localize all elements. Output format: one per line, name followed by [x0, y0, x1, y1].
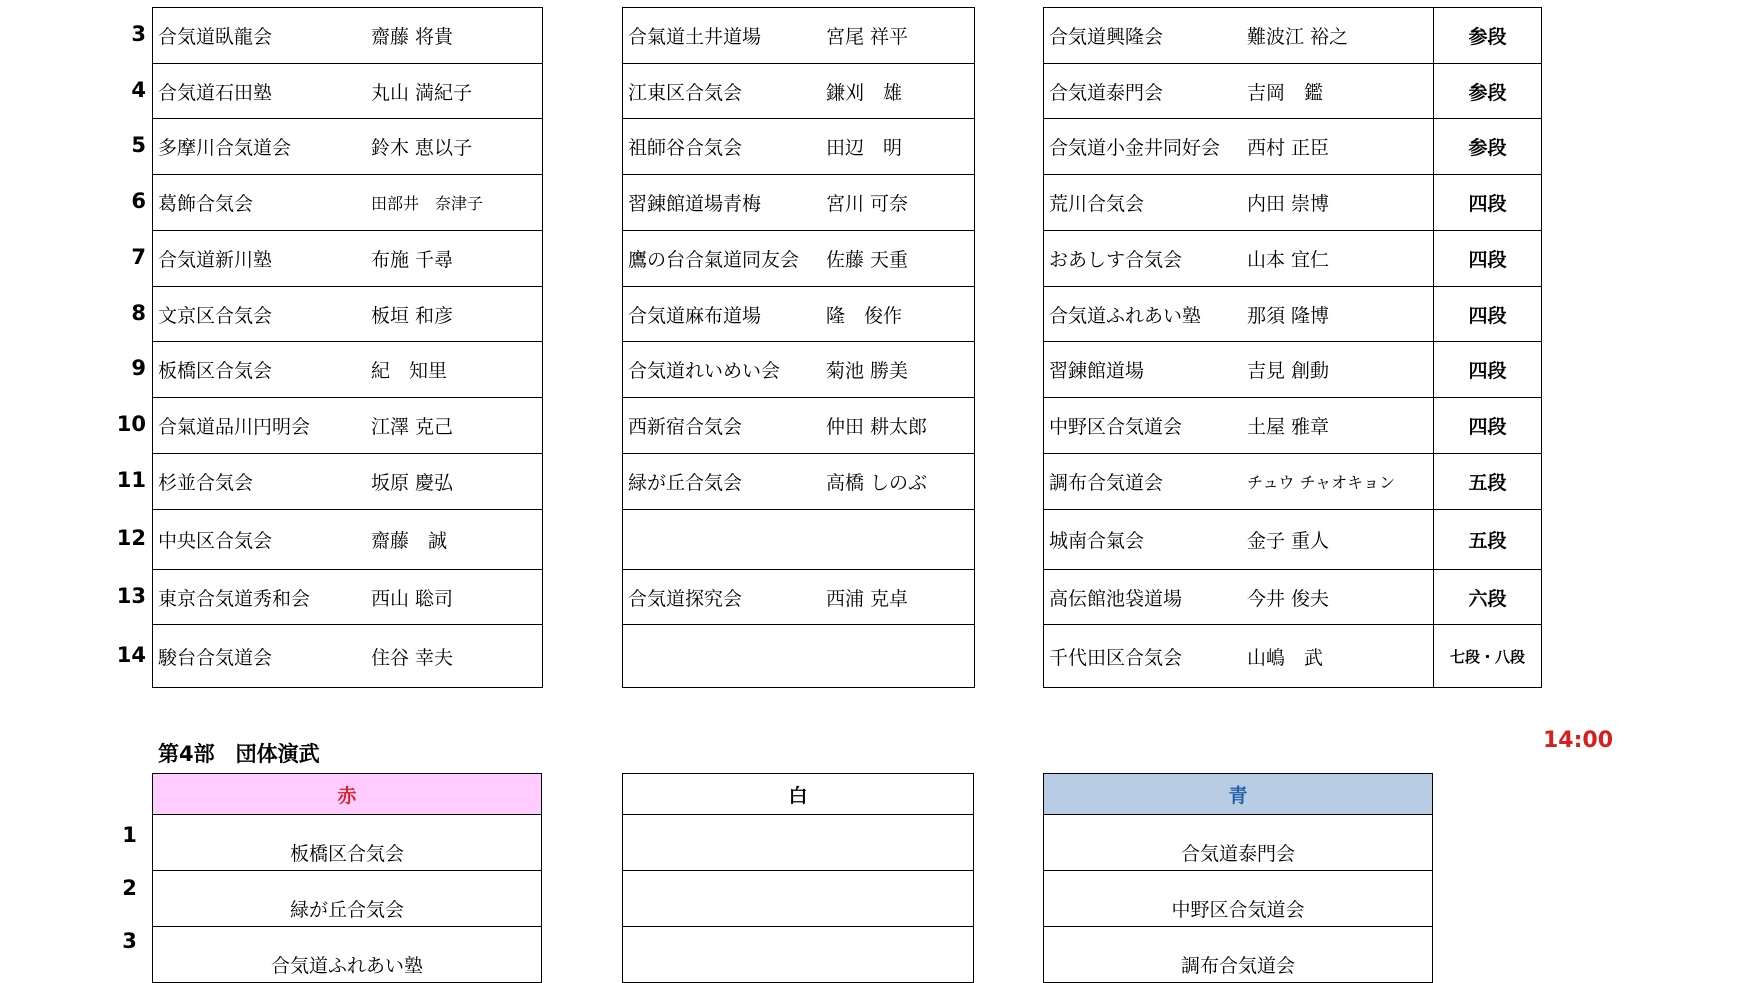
row-number: 6: [131, 189, 146, 213]
entry-cell: [153, 625, 543, 688]
entry-cell: [153, 231, 543, 287]
roster-table-c: [1043, 7, 1542, 688]
club-name: おあしす合気会: [1049, 249, 1183, 271]
club-name: 習錬館道場青梅: [628, 193, 762, 215]
table-row: [153, 927, 542, 983]
row-number: 3: [131, 22, 146, 46]
person-name: 宮尾 祥平: [826, 26, 909, 48]
entry-cell: [623, 342, 975, 398]
table-row: [153, 625, 543, 688]
table-row: [623, 815, 974, 871]
entry-cell: [1044, 231, 1434, 287]
person-name: 内田 崇博: [1247, 193, 1330, 215]
table-row: [1044, 231, 1542, 287]
club-name: 習錬館道場: [1049, 360, 1145, 382]
dan-rank: 四段: [1434, 398, 1542, 454]
row-number: 13: [116, 583, 146, 608]
person-name: チュウ チャオキョン: [1247, 473, 1396, 492]
table-row: [623, 342, 975, 398]
club-name: 荒川合気会: [1049, 193, 1145, 215]
table-row: [1044, 625, 1542, 688]
person-name: 難波江 裕之: [1247, 26, 1349, 48]
person-name: 吉見 創動: [1247, 360, 1330, 382]
dan-rank: 参段: [1434, 119, 1542, 175]
table-row: [153, 815, 542, 871]
dan-rank: 四段: [1434, 231, 1542, 287]
team-header-white: 白: [623, 774, 974, 815]
club-name: 緑が丘合気会: [628, 472, 743, 494]
table-row: [1044, 454, 1542, 510]
person-name: 土屋 雅章: [1247, 416, 1330, 438]
person-name: 布施 千尋: [371, 249, 454, 271]
club-name: 合気道石田塾: [158, 81, 273, 104]
person-name: 齋藤 誠: [371, 530, 448, 552]
row-number: 9: [131, 356, 146, 380]
person-name: 田部井 奈津子: [371, 194, 484, 213]
table-row: [623, 510, 975, 570]
entry-cell: [623, 287, 975, 342]
club-name: 合気道臥龍会: [158, 26, 273, 48]
club-name: 合氣道土井道場: [628, 26, 762, 48]
team-row-number: 2: [122, 876, 137, 900]
club-name: 合気道麻布道場: [628, 304, 762, 327]
table-row: [153, 119, 543, 175]
entry-cell: [1044, 510, 1434, 570]
person-name: 西浦 克卓: [826, 587, 909, 610]
table-row: [153, 175, 543, 231]
person-name: 紀 知里: [371, 360, 448, 382]
row-number: 11: [116, 468, 146, 492]
table-row: [1044, 570, 1542, 625]
person-name: 齋藤 将貴: [371, 26, 454, 48]
team-table-red: [152, 773, 542, 983]
entry-cell: [623, 398, 975, 454]
entry-cell: [153, 119, 543, 175]
entry-cell: [623, 175, 975, 231]
club-name: 千代田区合気会: [1049, 646, 1183, 669]
team-entry: [623, 871, 974, 927]
person-name: 丸山 満紀子: [371, 81, 473, 104]
entry-cell: [1044, 8, 1434, 64]
person-name: 山本 宜仁: [1247, 249, 1330, 271]
person-name: 山嶋 武: [1247, 646, 1324, 669]
row-number: 14: [116, 642, 146, 667]
person-name: 宮川 可奈: [826, 193, 909, 215]
entry-cell: [623, 231, 975, 287]
table-row: [1044, 64, 1542, 119]
team-entry: 緑が丘合気会: [153, 871, 542, 927]
table-row: [1044, 510, 1542, 570]
entry-cell: [153, 64, 543, 119]
table-row: [153, 231, 543, 287]
table-row: [623, 398, 975, 454]
entry-cell: [1044, 398, 1434, 454]
dan-rank: 五段: [1434, 454, 1542, 510]
roster-table-a: [152, 7, 543, 688]
team-header-blue: 青: [1044, 774, 1433, 815]
table-row: [1044, 342, 1542, 398]
team-row-number: 1: [122, 823, 137, 847]
table-row: [623, 8, 975, 64]
table-row: [623, 625, 975, 688]
club-name: 合気道探究会: [628, 587, 743, 610]
person-name: 鈴木 恵以子: [371, 137, 473, 159]
person-name: 田辺 明: [826, 137, 903, 159]
team-entry: 中野区合気道会: [1044, 871, 1433, 927]
team-entry: [623, 927, 974, 983]
table-row: [153, 510, 543, 570]
entry-cell: [1044, 625, 1434, 688]
table-row: [153, 342, 543, 398]
table-row: [1044, 119, 1542, 175]
team-entry: 合気道泰門会: [1044, 815, 1433, 871]
row-number: 12: [116, 526, 146, 550]
person-name: 今井 俊夫: [1247, 587, 1330, 610]
dan-rank: 参段: [1434, 8, 1542, 64]
club-name: 江東区合気会: [628, 81, 743, 104]
entry-cell: [623, 454, 975, 510]
entry-cell: [1044, 119, 1434, 175]
table-row: [623, 175, 975, 231]
club-name: 合気道興隆会: [1049, 26, 1164, 48]
team-entry: 板橋区合気会: [153, 815, 542, 871]
person-name: 板垣 和彦: [371, 304, 454, 327]
dan-rank: 参段: [1434, 64, 1542, 119]
person-name: 高橋 しのぶ: [826, 472, 928, 494]
person-name: 坂原 慶弘: [371, 472, 454, 494]
person-name: 住谷 幸夫: [371, 646, 454, 669]
table-row: [623, 871, 974, 927]
section-title: 第4部 団体演武: [158, 742, 320, 766]
entry-cell: [1044, 454, 1434, 510]
table-row: [623, 119, 975, 175]
club-name: 杉並合気会: [158, 472, 254, 494]
team-entry: 合気道ふれあい塾: [153, 927, 542, 983]
entry-cell: [153, 342, 543, 398]
table-row: [1044, 927, 1433, 983]
team-row-number: 3: [122, 929, 137, 953]
person-name: 鎌刈 雄: [826, 81, 903, 104]
start-time: 14:00: [1543, 728, 1614, 753]
entry-cell: [623, 8, 975, 64]
entry-cell: [153, 570, 543, 625]
table-row: [153, 64, 543, 119]
entry-cell: [1044, 287, 1434, 342]
team-table-blue: [1043, 773, 1433, 983]
entry-cell: [1044, 342, 1434, 398]
table-row: [153, 8, 543, 64]
person-name: 隆 俊作: [826, 304, 903, 327]
club-name: 高伝館池袋道場: [1049, 587, 1183, 610]
row-number: 4: [131, 77, 146, 102]
table-row: [153, 287, 543, 342]
club-name: 合気道れいめい会: [628, 360, 781, 382]
club-name: 城南合氣会: [1049, 530, 1145, 552]
table-row: [623, 287, 975, 342]
table-row: [623, 570, 975, 625]
person-name: 吉岡 鑑: [1247, 81, 1324, 104]
club-name: 合気道泰門会: [1049, 81, 1164, 104]
person-name: 那須 隆博: [1247, 304, 1330, 327]
club-name: 合気道ふれあい塾: [1049, 304, 1202, 327]
table-row: [623, 454, 975, 510]
entry-cell: [1044, 570, 1434, 625]
person-name: 菊池 勝美: [826, 360, 909, 382]
entry-cell: [1044, 175, 1434, 231]
entry-cell: [623, 570, 975, 625]
dan-rank: 七段・八段: [1434, 625, 1542, 688]
table-row: [1044, 398, 1542, 454]
table-row: [1044, 8, 1542, 64]
table-row: [153, 871, 542, 927]
team-entry: [623, 815, 974, 871]
table-row: [1044, 287, 1542, 342]
person-name: 西山 聡司: [371, 587, 454, 610]
table-row: [153, 570, 543, 625]
entry-cell: [153, 398, 543, 454]
team-entry: 調布合気道会: [1044, 927, 1433, 983]
table-row: [623, 64, 975, 119]
person-name: 佐藤 天重: [826, 249, 909, 271]
person-name: 仲田 耕太郎: [826, 416, 928, 438]
person-name: 西村 正臣: [1247, 137, 1330, 159]
entry-cell: [623, 119, 975, 175]
team-header-red: 赤: [153, 774, 542, 815]
entry-cell: [153, 287, 543, 342]
person-name: 江澤 克己: [371, 416, 454, 438]
club-name: 駿台合気道会: [158, 646, 273, 669]
dan-rank: 四段: [1434, 342, 1542, 398]
club-name: 東京合気道秀和会: [158, 587, 311, 610]
club-name: 中野区合気道会: [1049, 416, 1183, 438]
entry-cell: [153, 510, 543, 570]
club-name: 合気道新川塾: [158, 249, 273, 271]
row-number: 10: [116, 412, 146, 436]
club-name: 板橋区合気会: [158, 360, 273, 382]
dan-rank: 四段: [1434, 175, 1542, 231]
club-name: 葛飾合気会: [158, 193, 254, 215]
club-name: 合気道小金井同好会: [1049, 137, 1221, 159]
table-row: [1044, 175, 1542, 231]
table-row: [623, 927, 974, 983]
row-number: 8: [131, 300, 146, 325]
dan-rank: 四段: [1434, 287, 1542, 342]
table-row: [153, 454, 543, 510]
entry-cell: [623, 510, 975, 570]
dan-rank: 五段: [1434, 510, 1542, 570]
table-row: [1044, 871, 1433, 927]
club-name: 祖師谷合気会: [628, 137, 743, 159]
club-name: 文京区合気会: [158, 304, 273, 327]
entry-cell: [153, 8, 543, 64]
table-row: [623, 231, 975, 287]
table-row: [1044, 815, 1433, 871]
club-name: 鷹の台合氣道同友会: [628, 249, 800, 271]
dan-rank: 六段: [1434, 570, 1542, 625]
entry-cell: [1044, 64, 1434, 119]
table-row: [153, 398, 543, 454]
entry-cell: [153, 454, 543, 510]
club-name: 多摩川合気道会: [158, 137, 292, 159]
entry-cell: [153, 175, 543, 231]
row-number: 5: [131, 133, 146, 157]
row-number: 7: [131, 245, 146, 269]
person-name: 金子 重人: [1247, 530, 1330, 552]
entry-cell: [623, 625, 975, 688]
club-name: 調布合気道会: [1049, 472, 1164, 494]
team-table-white: [622, 773, 974, 983]
entry-cell: [623, 64, 975, 119]
club-name: 中央区合気会: [158, 530, 273, 552]
club-name: 合氣道品川円明会: [158, 416, 311, 438]
roster-table-b: [622, 7, 975, 688]
club-name: 西新宿合気会: [628, 416, 743, 438]
